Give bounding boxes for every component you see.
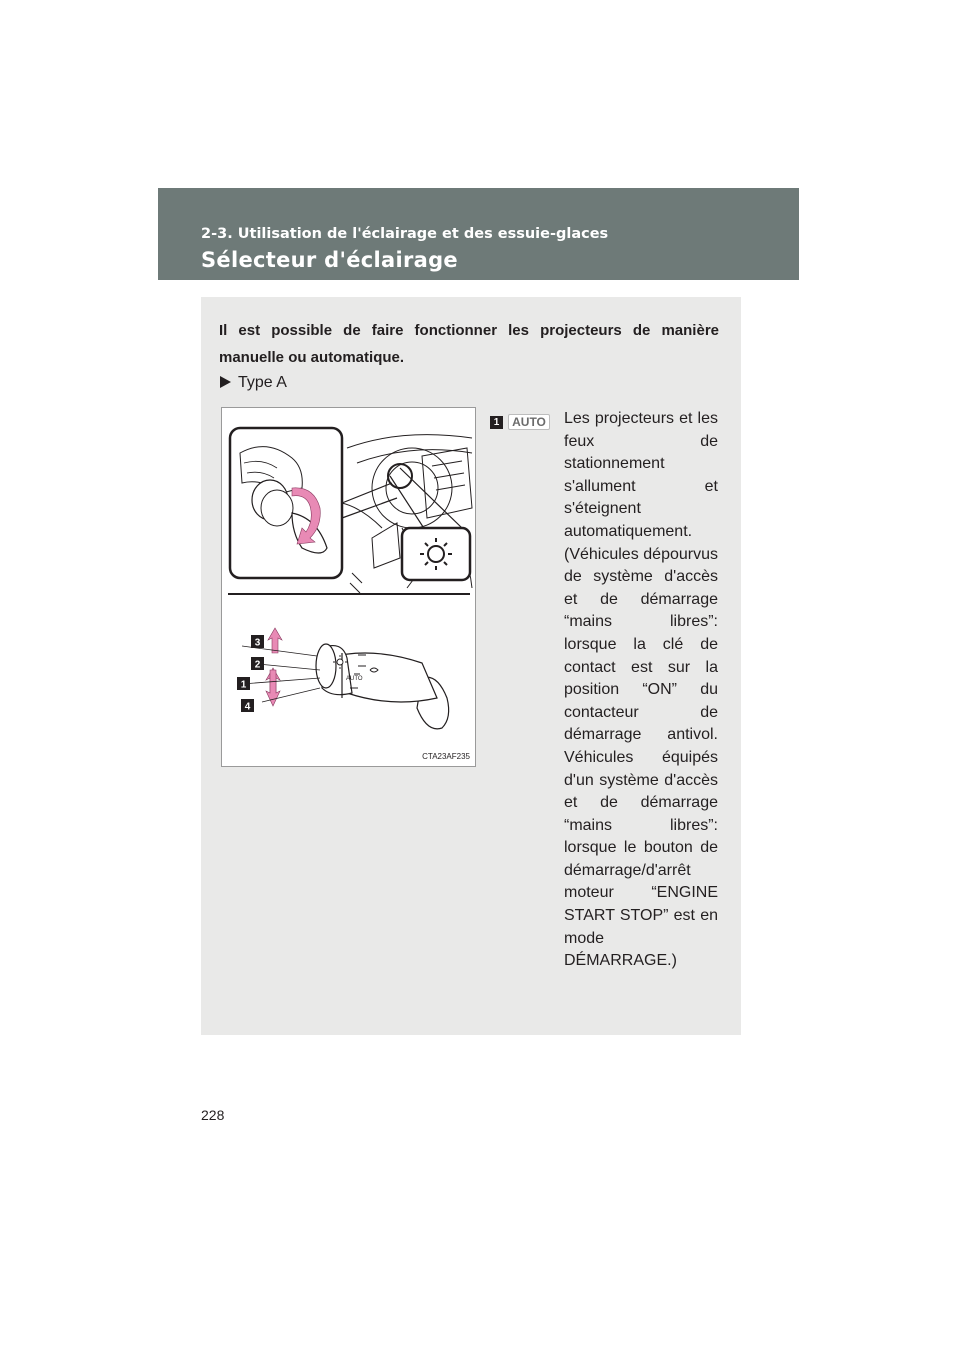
type-heading — [220, 374, 287, 392]
headlight-box — [402, 528, 470, 580]
intro-text: Il est possible de faire fonctionner les projecteurs de manière manuelle ou automatique. — [219, 322, 719, 366]
callout-badges — [237, 635, 264, 713]
callout-3: 3 — [254, 637, 261, 649]
item-number-badge: 1 — [490, 416, 503, 429]
item-description: Les projecteurs et les feux de stationnement s'allument et s'éteignent automatiquement. (Véhicules dépourvus de système d'accès et de démarrage “mains libres”: lorsque la clé de contact est sur la position “ON” du contacteur de démarrage antivol. Véhicules équipés d'un système d'accès et de démarrage “mains libres”: lorsque le bouton de démarrage/d'arrêt moteur “ENGINE START STOP” est en mode DÉMARRAGE.) — [564, 410, 718, 970]
figure-code: CTA23AF235 — [422, 752, 470, 761]
type-label: Type A — [238, 374, 287, 391]
pointer-arrow-icon — [220, 376, 231, 388]
switch-label: AUTO — [346, 676, 363, 682]
hand-turning-knob — [230, 428, 342, 578]
page-title: Sélecteur d'éclairage — [201, 248, 458, 272]
chapter-header — [158, 188, 799, 280]
zoom-lines — [342, 468, 462, 533]
steering-column-switch — [316, 644, 449, 729]
page-number: 228 — [201, 1107, 225, 1123]
callout-4: 4 — [244, 701, 251, 713]
illustration — [221, 407, 476, 767]
auto-badge: AUTO — [508, 414, 550, 430]
callout-2: 2 — [254, 659, 261, 671]
section-title: 2-3. Utilisation de l'éclairage et des essuie-glaces — [201, 226, 609, 242]
callout-1: 1 — [240, 679, 247, 691]
